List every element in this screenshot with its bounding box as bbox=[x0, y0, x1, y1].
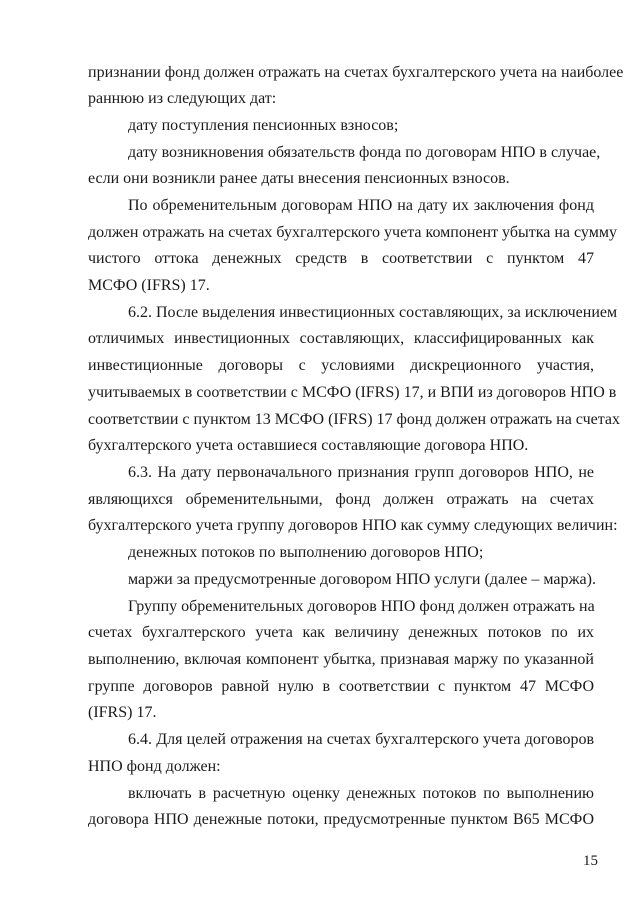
text-line: 6.3. На дату первоначального признания групп договоров НПО, не bbox=[128, 464, 594, 481]
text-line: выполнению, включая компонент убытка, признавая маржу по указанной bbox=[88, 651, 594, 668]
text-line: 6.4. Для целей отражения на счетах бухгалтерского учета договоров bbox=[128, 731, 594, 748]
text-line: (IFRS) 17. bbox=[88, 704, 157, 721]
text-line: включать в расчетную оценку денежных потоков по выполнению bbox=[128, 785, 594, 802]
text-line: НПО фонд должен: bbox=[88, 758, 221, 775]
text-line: группе договоров равной нулю в соответствии с пунктом 47 МСФО bbox=[88, 678, 594, 695]
text-line: дату поступления пенсионных взносов; bbox=[128, 117, 399, 134]
text-line: чистого оттока денежных средств в соответствии с пунктом 47 bbox=[88, 250, 594, 267]
text-line: инвестиционные договоры с условиями дискреционного участия, bbox=[88, 357, 594, 374]
text-line: счетах бухгалтерского учета как величину денежных потоков по их bbox=[88, 624, 594, 641]
text-line: денежных потоков по выполнению договоров НПО; bbox=[128, 544, 484, 561]
text-line: 6.2. После выделения инвестиционных составляющих, за исключением bbox=[128, 304, 618, 321]
text-line: соответствии с пунктом 13 МСФО (IFRS) 17 фонд должен отражать на счетах bbox=[88, 411, 621, 428]
text-line: маржи за предусмотренные договором НПО услуги (далее – маржа). bbox=[128, 571, 596, 588]
page-number: 15 bbox=[583, 853, 598, 869]
text-line: По обременительным договорам НПО на дату их заключения фонд bbox=[128, 197, 594, 214]
text-line: если они возникли ранее даты внесения пенсионных взносов. bbox=[88, 170, 510, 187]
text-line: бухгалтерского учета группу договоров НПО как сумму следующих величин: bbox=[88, 517, 618, 534]
text-line: МСФО (IFRS) 17. bbox=[88, 277, 210, 294]
text-line: Группу обременительных договоров НПО фонд должен отражать на bbox=[128, 598, 595, 615]
text-line: раннюю из следующих дат: bbox=[88, 90, 277, 107]
text-line: договора НПО денежные потоки, предусмотренные пунктом В65 МСФО bbox=[88, 811, 594, 828]
text-line: учитываемых в соответствии с МСФО (IFRS) 17, и ВПИ из договоров НПО в bbox=[88, 384, 617, 401]
text-line: являющихся обременительными, фонд должен отражать на счетах bbox=[88, 491, 594, 508]
text-line: отличимых инвестиционных составляющих, классифицированных как bbox=[88, 330, 594, 347]
text-line: дату возникновения обязательств фонда по договорам НПО в случае, bbox=[128, 144, 601, 161]
text-line: бухгалтерского учета оставшиеся составляющие договора НПО. bbox=[88, 437, 529, 454]
text-line: должен отражать на счетах бухгалтерского учета компонент убытка на сумму bbox=[88, 224, 617, 241]
text-line: признании фонд должен отражать на счетах бухгалтерского учета на наиболее bbox=[88, 64, 624, 81]
